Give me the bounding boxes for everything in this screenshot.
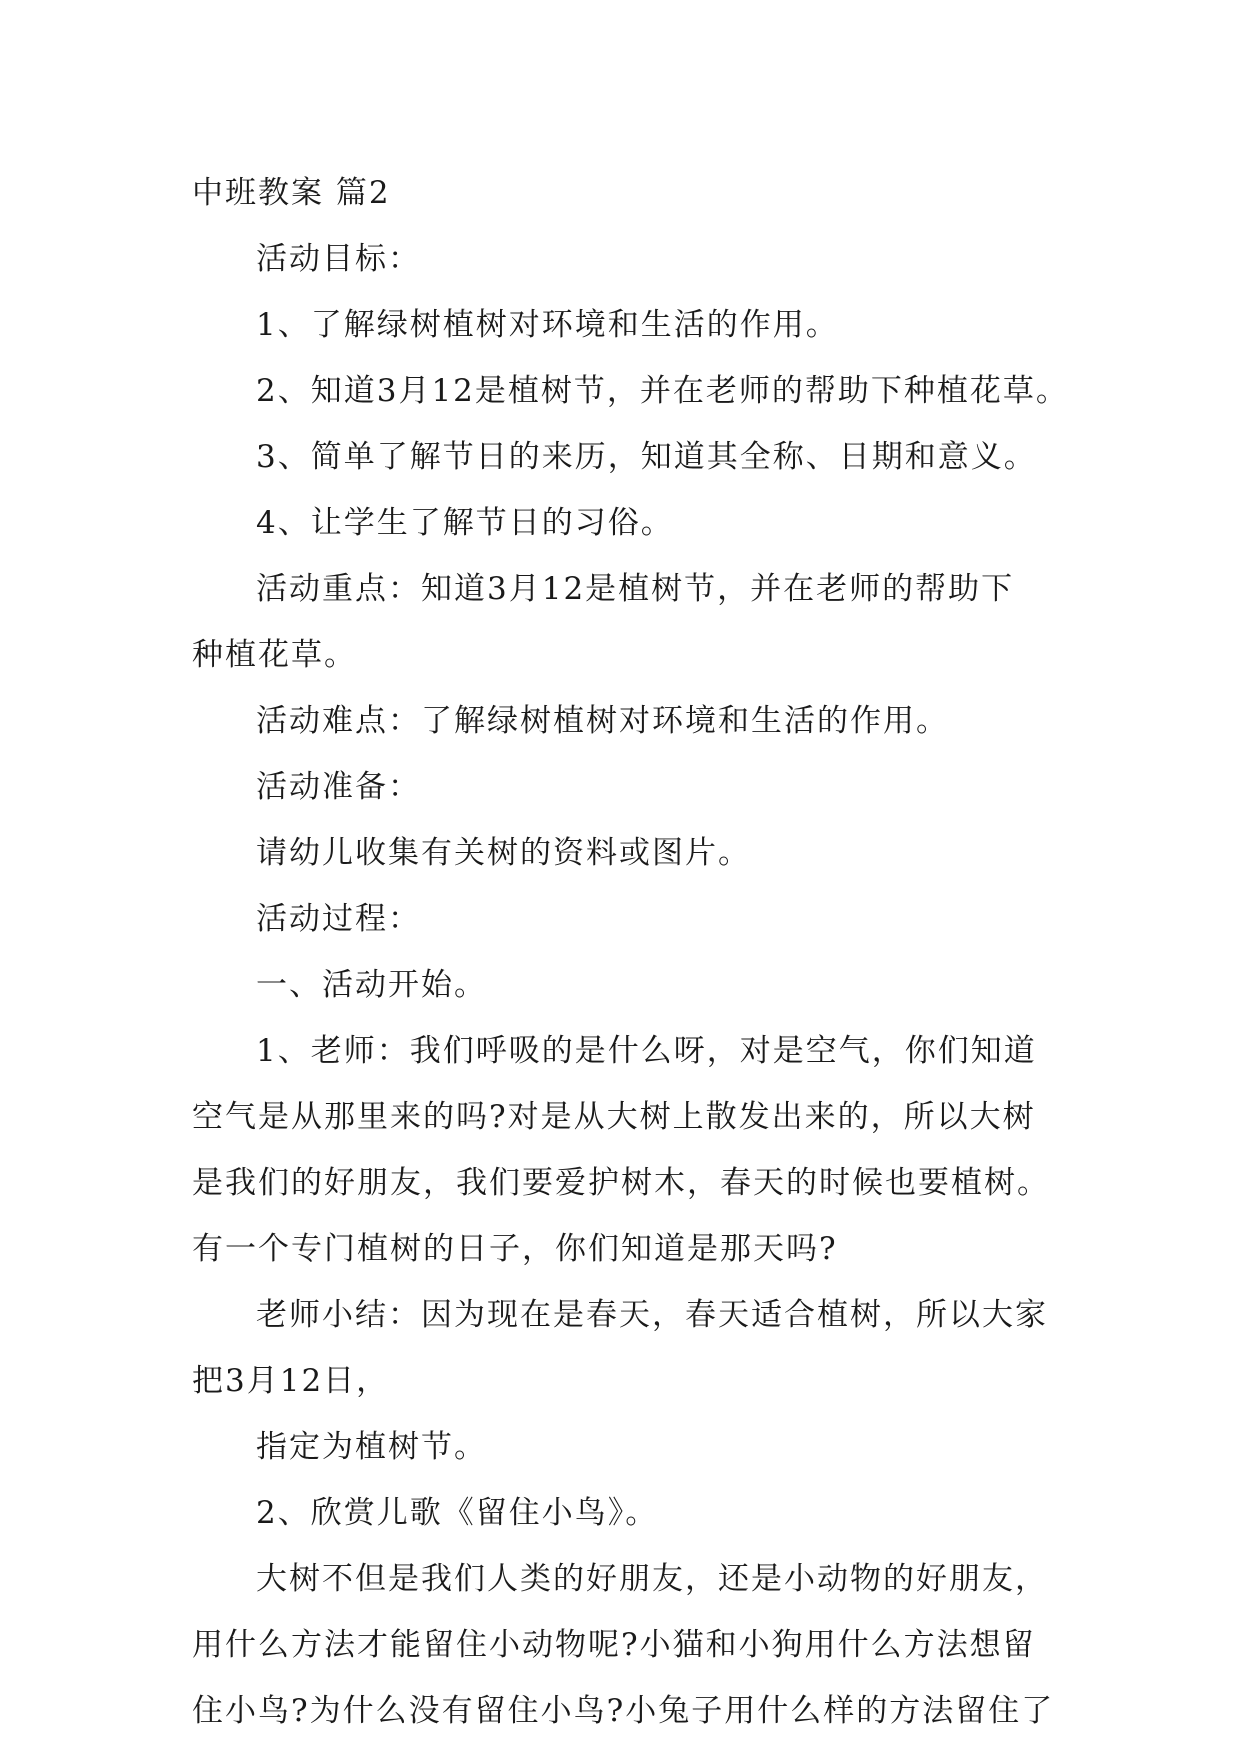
paragraph-line: 2、知道3月12是植树节，并在老师的帮助下种植花草。	[256, 373, 1069, 409]
paragraph-line: 1、老师：我们呼吸的是什么呀，对是空气，你们知道	[256, 1033, 1037, 1069]
paragraph-line: 活动目标：	[256, 241, 421, 277]
paragraph-line: 是我们的好朋友，我们要爱护树木，春天的时候也要植树。	[192, 1165, 1050, 1201]
paragraph-line: 用什么方法才能留住小动物呢?小猫和小狗用什么方法想留	[192, 1627, 1036, 1663]
paragraph-line: 有一个专门植树的日子，你们知道是那天吗?	[192, 1231, 838, 1267]
paragraph-line: 4、让学生了解节日的习俗。	[256, 505, 674, 541]
paragraph-line: 空气是从那里来的吗?对是从大树上散发出来的，所以大树	[192, 1099, 1036, 1135]
document-page	[192, 160, 1069, 1744]
paragraph-line: 种植花草。	[192, 637, 357, 673]
paragraph-line: 老师小结：因为现在是春天，春天适合植树，所以大家	[256, 1297, 1048, 1333]
paragraph-line: 活动重点：知道3月12是植树节，并在老师的帮助下	[256, 571, 1015, 607]
paragraph-line: 把3月12日，	[192, 1363, 390, 1399]
paragraph-line: 2、欣赏儿歌《留住小鸟》。	[256, 1495, 659, 1531]
paragraph-line: 请幼儿收集有关树的资料或图片。	[256, 835, 751, 871]
paragraph-line: 3、简单了解节日的来历，知道其全称、日期和意义。	[256, 439, 1037, 475]
document-title: 中班教案 篇2	[192, 175, 391, 211]
paragraph-line: 1、了解绿树植树对环境和生活的作用。	[256, 307, 839, 343]
paragraph-line: 一、活动开始。	[256, 967, 487, 1003]
paragraph-line: 活动难点：了解绿树植树对环境和生活的作用。	[256, 703, 949, 739]
paragraph-line: 住小鸟?为什么没有留住小鸟?小兔子用什么样的方法留住了	[192, 1693, 1055, 1729]
paragraph-line: 活动过程：	[256, 901, 421, 937]
paragraph-line: 大树不但是我们人类的好朋友，还是小动物的好朋友，	[256, 1561, 1048, 1597]
paragraph-line: 活动准备：	[256, 769, 421, 805]
paragraph-line: 指定为植树节。	[256, 1429, 487, 1465]
